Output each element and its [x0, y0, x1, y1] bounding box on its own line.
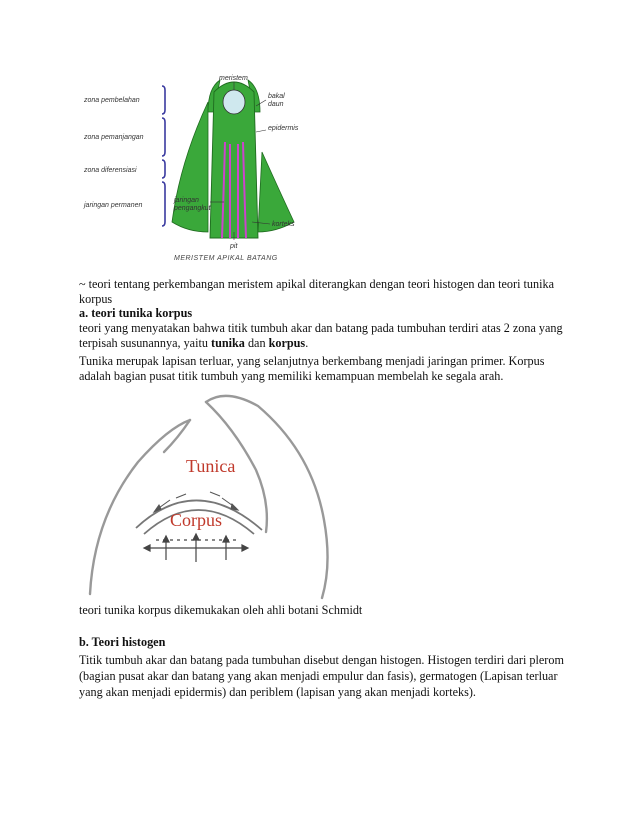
label-meristem: meristem [219, 75, 248, 82]
period: . [305, 336, 309, 350]
schmidt-note: teori tunika korpus dikemukakan oleh ahli botani Schmidt [79, 603, 363, 617]
label-zona-diferensiasi: zona diferensiasi [84, 167, 137, 174]
section-b-heading-text: b. Teori histogen [79, 635, 166, 649]
label-zona-pemanjangan: zona pemanjangan [84, 134, 144, 141]
label-tunica: Tunica [186, 456, 236, 476]
section-b-text: Titik tumbuh akar dan batang pada tumbuhan disebut dengan histogen. Histogen terdiri dari plerom (bagian pusat akar dan batang yang akan menjadi empulur dan fasis), germatogen (Lapisan terluar yang akan menjadi epidermis) dan periblem (lapisan yang akan menjadi korteks). [79, 653, 564, 699]
term-korpus: korpus [268, 336, 306, 350]
section-a-definition [79, 321, 579, 351]
definition-text: teori yang menyatakan bahwa titik tumbuh akar dan batang pada tumbuhan terdiri atas 2 zona yang terpisah susunannya, yaitu [79, 321, 563, 350]
label-daun: daun [268, 101, 284, 108]
label-jaringan-permanen: jaringan permanen [84, 202, 143, 209]
section-b-heading [79, 635, 579, 650]
conjunction: dan [244, 336, 269, 350]
label-pit: pit [230, 243, 238, 250]
label-jaringan: jaringan [174, 197, 199, 204]
figure1-caption: MERISTEM APIKAL BATANG [174, 255, 278, 262]
term-tunika: tunika [211, 336, 245, 350]
label-pengangkut: pengangkut [174, 205, 211, 212]
zone-brackets [162, 86, 165, 226]
section-a-heading-text: a. teori tunika korpus [79, 306, 193, 320]
tunica-corpus-diagram [86, 388, 346, 600]
label-corpus: Corpus [170, 510, 223, 530]
label-zona-pembelahan: zona pembelahan [84, 97, 140, 104]
label-korteks: korteks [272, 221, 295, 228]
label-epidermis: epidermis [268, 125, 299, 132]
section-a-explanation: Tunika merupak lapisan terluar, yang selanjutnya berkembang menjadi jaringan primer. Korpus adalah bagian pusat titik tumbuh yang memiliki kemampuan membelah ke segala arah. [79, 354, 545, 383]
meristem-diagram [80, 72, 370, 272]
section-a-heading [79, 306, 579, 321]
label-bakal: bakal [268, 93, 285, 100]
intro-paragraph: ~ teori tentang perkembangan meristem apikal diterangkan dengan teori histogen dan teori tunika korpus [79, 277, 554, 306]
